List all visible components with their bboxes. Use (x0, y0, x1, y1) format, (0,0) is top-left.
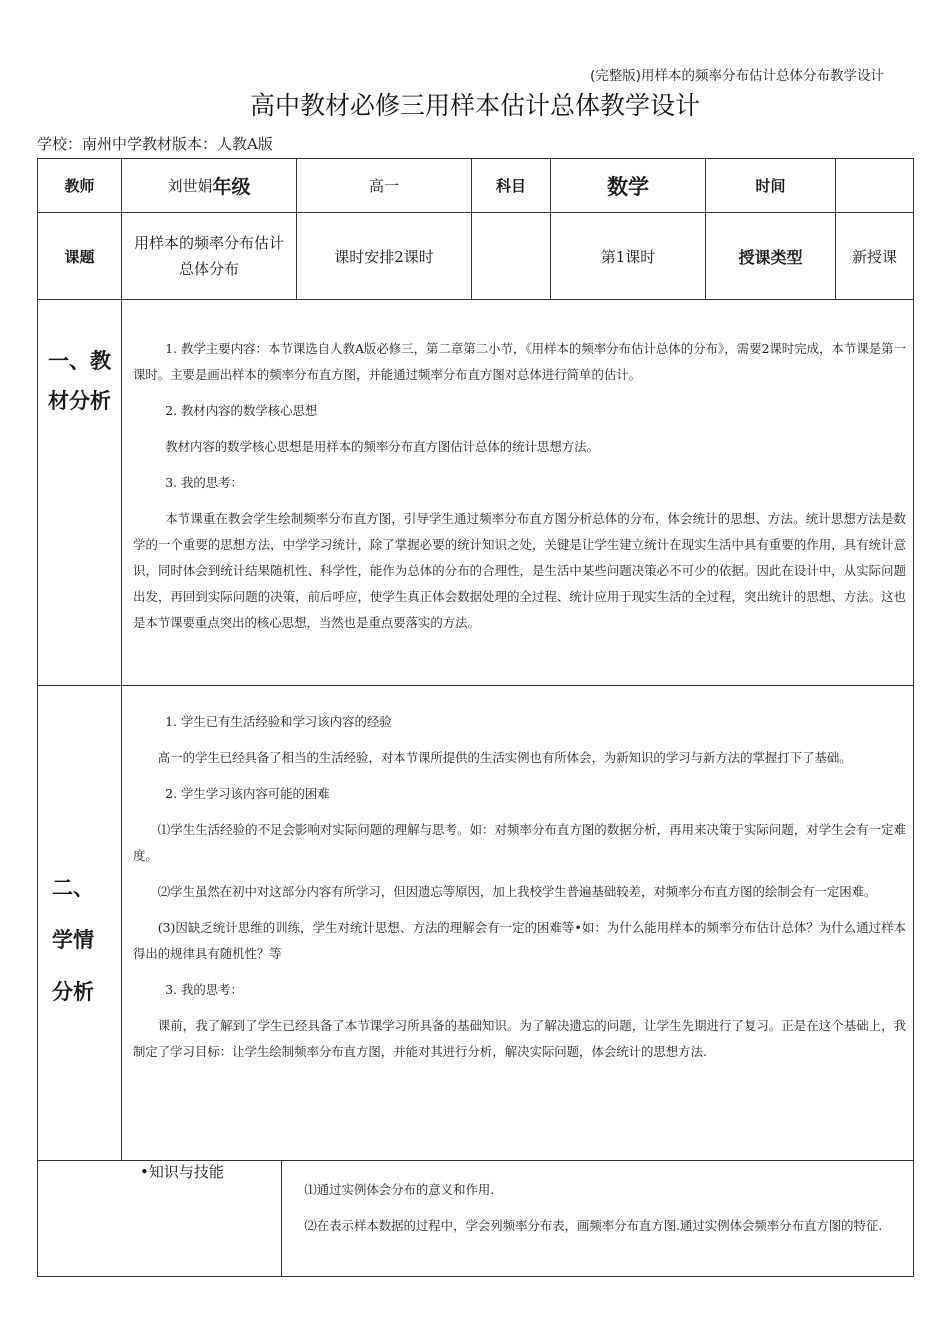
school-line: 学校：南州中学教材版本：人教A版 (37, 135, 273, 153)
section2-paragraph: 高一的学生已经具备了相当的生活经验，对本节课所提供的生活实例也有所体会，为新知识的学习与新方法的掌握打下了基础。 (157, 750, 852, 765)
type-value: 新授课 (851, 247, 897, 266)
section2-content (133, 709, 906, 1075)
topic-value: 用样本的频率分布估计总体分布 (133, 234, 284, 278)
section1-content (133, 336, 906, 646)
section2-paragraph: 1. 学生已有生活经验和学习该内容的经验 (165, 714, 392, 729)
grade-value: 高一 (368, 177, 399, 195)
section1-title-line2: 材分析 (48, 388, 111, 413)
time-label: 时间 (755, 177, 786, 195)
section1-paragraph: 教材内容的数学核心思想是用样本的频率分布直方图估计总体的统计思想方法。 (165, 439, 599, 454)
teacher-grade-cell (122, 159, 296, 212)
teacher-name: 刘世娟 (167, 177, 213, 195)
section3-content (292, 1177, 906, 1249)
section1-title (38, 342, 121, 422)
section1-title-line1: 一、教 (48, 349, 111, 373)
time-value (836, 159, 913, 212)
section1-paragraph: 本节课重在教会学生绘制频率分布直方图，引导学生通过频率分布直方图分析总体的分布，体会统计的思想、方法。统计思想方法是数学的一个重要的思想方法，中学学习统计，除了掌握必要的统计知识之处，关键是让学生建立统计在现实生活中具有重要的作用，具有统计意识，同时体会到统计结果随机性、科学性，能作为总体的分布的合理性，是生活中某些问题决策必不可少的依据。因此在设计中，从实际问题出发，再回到实际问题的决策，前后呼应，使学生真正体会数据处理的全过程、统计应用于现实生活的全过程，突出统计的思想、方法。这也是本节课要重点突出的核心思想，当然也是重点要落实的方法。 (133, 511, 906, 630)
section2-title (38, 862, 108, 1018)
section2-title-line2: 学情 (52, 928, 94, 952)
section2-title-line3: 分析 (52, 980, 94, 1004)
section2-paragraph: ⑴学生生活经验的不足会影响对实际问题的理解与思考。如：对频率分布直方图的数据分析，再用来决策于实际问题，对学生会有一定难度。 (133, 822, 906, 863)
subject-value: 数学 (607, 174, 649, 199)
period: 第1课时 (600, 247, 656, 266)
teacher-label: 教师 (64, 177, 95, 195)
knowledge-skills-label: •知识与技能 (140, 1163, 224, 1181)
section2-paragraph: (3)因缺乏统计思维的训练，学生对统计思想、方法的理解会有一定的困难等•如：为什么能用样本的频率分布估计总体？为什么通过样本得出的规律具有随机性？等 (133, 920, 906, 961)
subject-label: 科目 (495, 177, 526, 195)
section2-paragraph: 3. 我的思考： (165, 982, 243, 997)
section1-paragraph: 2. 教材内容的数学核心思想 (165, 403, 318, 418)
section2-paragraph: 课前，我了解到了学生已经具备了本节课学习所具备的基础知识。为了解决遗忘的问题，让学生先期进行了复习。正是在这个基础上，我制定了学习目标：让学生绘制频率分布直方图，并能对其进行分析，解决实际问题，体会统计的思想方法. (133, 1018, 906, 1059)
section2-paragraph: ⑵学生虽然在初中对这部分内容有所学习，但因遗忘等原因，加上我校学生普遍基础较差，对频率分布直方图的绘制会有一定困难。 (157, 884, 877, 899)
section2-title-line1: 二、 (52, 876, 94, 900)
page-title: 高中教材必修三用样本估计总体教学设计 (249, 91, 700, 120)
type-label: 授课类型 (738, 247, 803, 267)
section3-paragraph: ⑵在表示样本数据的过程中，学会列频率分布表，画频率分布直方图.通过实例体会频率分布直方图的特征. (304, 1218, 883, 1233)
document-label: (完整版)用样本的频率分布估计总体分布教学设计 (589, 68, 884, 84)
section1-paragraph: 1. 教学主要内容：本节课选自人教A版必修三，第二章第二小节，《用样本的频率分布估计总体的分布》，需要2课时完成，本节课是第一课时。主要是画出样本的频率分布直方图，并能通过频率分布直方图对总体进行简单的估计。 (133, 341, 906, 382)
grade-label: 年级 (212, 176, 251, 198)
section2-paragraph: 2. 学生学习该内容可能的困难 (165, 786, 330, 801)
topic-label: 课题 (64, 247, 95, 266)
schedule: 课时安排2课时 (334, 247, 434, 266)
section1-paragraph: 3. 我的思考： (165, 475, 243, 490)
section3-paragraph: ⑴通过实例体会分布的意义和作用. (304, 1182, 495, 1197)
